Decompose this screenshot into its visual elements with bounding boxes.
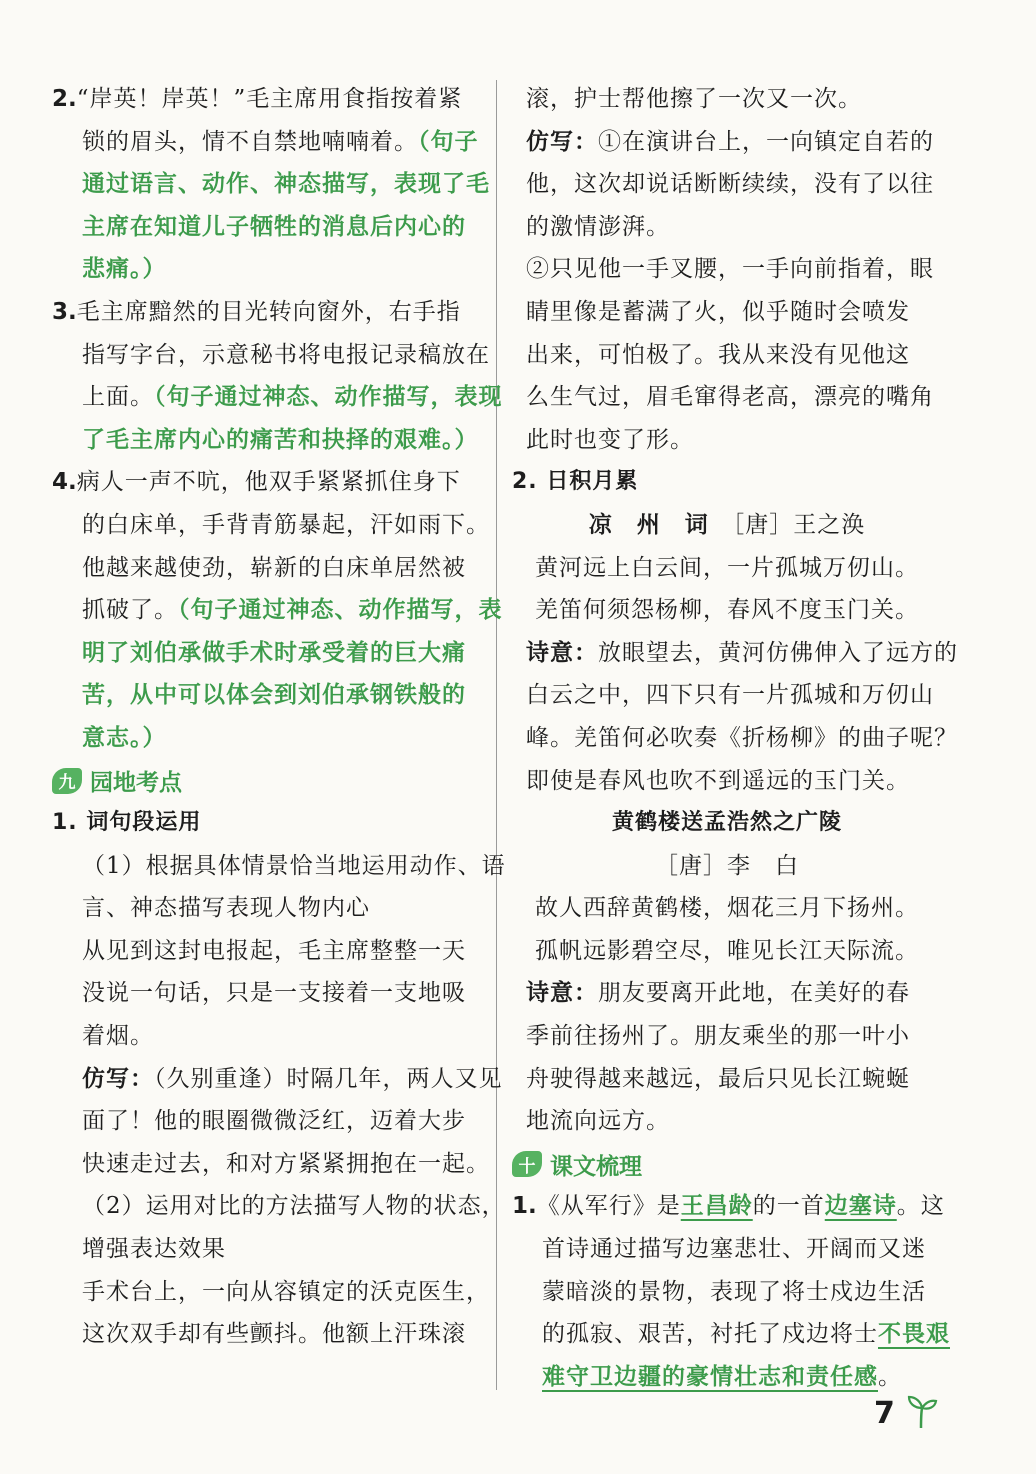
answer-poet: 王昌龄 — [680, 1192, 753, 1220]
sprout-icon — [904, 1394, 938, 1430]
poem2-meaning-line3: 舟驶得越来越远，最后只见长江蜿蜒 — [526, 1065, 910, 1092]
section-9-badge: 九 — [52, 768, 82, 794]
sub1-fx-line1: 仿写：（久别重逢）时隔几年，两人又见 — [82, 1064, 503, 1092]
poem2-meaning-line4: 地流向远方。 — [526, 1108, 670, 1135]
left-column — [52, 78, 506, 1356]
poem1-meaning-line1: 诗意：放眼望去，黄河仿佛伸入了远方的 — [526, 638, 958, 666]
item1-line5: 难守卫边疆的豪情壮志和责任感。 — [542, 1362, 902, 1390]
poem2-meaning-line1: 诗意：朋友要离开此地，在美好的春 — [526, 979, 910, 1007]
poem1-verse2: 羌笛何须怨杨柳，春风不度玉门关。 — [535, 597, 919, 624]
item3-line2: 指写字台，示意秘书将电报记录稿放在 — [82, 341, 490, 368]
sub1-p3-line1: （2）运用对比的方法描写人物的状态， — [82, 1193, 506, 1220]
item4-line3: 他越来越使劲，崭新的白床单居然被 — [82, 554, 466, 581]
fx2-line5: 此时也变了形。 — [526, 426, 694, 453]
sub1-fx-line3: 快速走过去，和对方紧紧拥抱在一起。 — [82, 1150, 490, 1177]
item3-line1: 3.毛主席黯然的目光转向窗外，右手指 — [52, 298, 461, 325]
item1-line4: 的孤寂、艰苦，衬托了戍边将士不畏艰 — [542, 1320, 950, 1348]
poem1-meaning-line2: 白云之中，四下只有一片孤城和万仞山 — [526, 682, 934, 709]
poem2-title: 黄鹤楼送孟浩然之广陵 — [611, 810, 842, 836]
sub1-p3-line2: 增强表达效果 — [82, 1236, 226, 1263]
sub1-p4-line2: 这次双手却有些颤抖。他额上汗珠滚 — [82, 1321, 466, 1348]
item1-line2: 首诗通过描写边塞悲壮、开阔而又迷 — [542, 1236, 926, 1263]
item4-line5: 明了刘伯承做手术时承受着的巨大痛 — [82, 638, 466, 666]
item4-line6: 苦，从中可以体会到刘伯承钢铁般的 — [82, 681, 466, 709]
poem1-meaning-line4: 即使是春风也吹不到遥远的玉门关。 — [526, 767, 910, 794]
item2-line2: 锁的眉头，情不自禁地喃喃着。（句子 — [82, 127, 479, 155]
item2-line3: 通过语言、动作、神态描写，表现了毛 — [82, 170, 490, 198]
item2-line5: 悲痛。） — [82, 255, 167, 283]
sub1-p1-line1: （1）根据具体情景恰当地运用动作、语 — [82, 852, 506, 879]
item4-line1: 4.病人一声不吭，他双手紧紧抓住身下 — [52, 469, 461, 496]
poem2-verse2: 孤帆远影碧空尽，唯见长江天际流。 — [535, 937, 919, 964]
sub1-fx-line2: 面了！他的眼圈微微泛红，迈着大步 — [82, 1108, 466, 1135]
subsection-1-title: 1. 词句段运用 — [52, 810, 202, 836]
poem1-title: 凉 州 词 ［唐］王之涣 — [588, 510, 866, 538]
sub1-p2-line3: 着烟。 — [82, 1023, 154, 1050]
item2-line1: 2.“岸英！岸英！”毛主席用食指按着紧 — [52, 86, 463, 112]
item3-line3: 上面。（句子通过神态、动作描写，表现 — [82, 383, 503, 411]
answer-part1: 不畏艰 — [878, 1320, 950, 1348]
section-9-heading — [52, 760, 482, 803]
poem2-meaning-line2: 季前往扬州了。朋友乘坐的那一叶小 — [526, 1023, 910, 1050]
fx1-line1: 仿写：①在演讲台上，一向镇定自若的 — [526, 127, 934, 155]
section-10-heading — [512, 1143, 942, 1186]
poem1-meaning-line3: 峰。羌笛何必吹奏《折杨柳》的曲子呢？ — [526, 724, 958, 751]
section-9-title: 园地考点 — [90, 770, 182, 797]
fx2-line1: ②只见他一手叉腰，一手向前指着，眼 — [526, 256, 934, 283]
poem2-author: ［唐］李 白 — [655, 852, 799, 879]
right-column — [512, 78, 958, 1398]
sub1-p2-line2: 没说一句话，只是一支接着一支地吸 — [82, 980, 466, 1007]
item1-line1: 1.《从军行》是王昌龄的一首边塞诗。这 — [512, 1192, 945, 1220]
item4-line7: 意志。） — [82, 723, 167, 751]
sub1-p1-line2: 言、神态描写表现人物内心 — [82, 895, 370, 922]
fx2-line3: 出来，可怕极了。我从来没有见他这 — [526, 341, 910, 368]
subsection-2-title: 2. 日积月累 — [512, 469, 639, 495]
answer-genre: 边塞诗 — [824, 1192, 897, 1220]
section-10-badge: 十 — [512, 1151, 542, 1177]
page-number: 7 — [874, 1396, 895, 1431]
poem1-verse1: 黄河远上白云间，一片孤城万仞山。 — [535, 554, 919, 581]
continued-line: 滚，护士帮他擦了一次又一次。 — [526, 86, 862, 112]
poem2-verse1: 故人西辞黄鹤楼，烟花三月下扬州。 — [535, 895, 919, 922]
fx1-line2: 他，这次却说话断断续续，没有了以往 — [526, 171, 934, 198]
section-10-title: 课文梳理 — [550, 1153, 642, 1180]
item1-line3: 蒙暗淡的景物，表现了将士戍边生活 — [542, 1278, 926, 1305]
sub1-p2-line1: 从见到这封电报起，毛主席整整一天 — [82, 937, 466, 964]
fx2-line4: 么生气过，眉毛窜得老高，漂亮的嘴角 — [526, 384, 934, 411]
item4-line4: 抓破了。（句子通过神态、动作描写，表 — [82, 596, 503, 624]
item4-line2: 的白床单，手背青筋暴起，汗如雨下。 — [82, 511, 490, 538]
sub1-p4-line1: 手术台上，一向从容镇定的沃克医生， — [82, 1278, 490, 1305]
item3-line4: 了毛主席内心的痛苦和抉择的艰难。） — [82, 425, 479, 453]
fx2-line2: 睛里像是蓄满了火，似乎随时会喷发 — [526, 298, 910, 325]
fx1-line3: 的激情澎湃。 — [526, 213, 670, 240]
answer-part2: 难守卫边疆的豪情壮志和责任感 — [542, 1362, 878, 1390]
item2-line4: 主席在知道儿子牺牲的消息后内心的 — [82, 212, 466, 240]
